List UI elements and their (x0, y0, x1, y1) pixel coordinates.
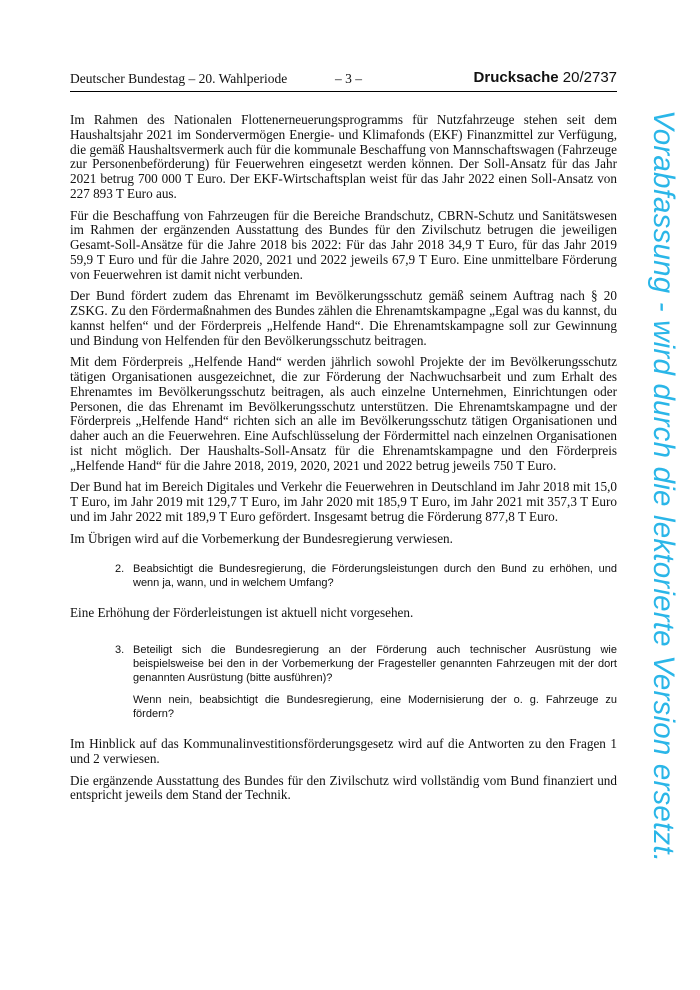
paragraph-foerderpreis: Mit dem Förderpreis „Helfende Hand“ werden jährlich sowohl Projekte der im Bevölkerungsschutz tätigen Organisationen ausgezeichnet, die zur Förderung der Nachwuchsarbeit und zum Erhalt des Ehrenamtes im Bevölkerungsschutz beitragen, als auch einzelne Unternehmen, Einrichtungen oder Personen, die das Ehrenamt im Bevölkerungsschutz unterstützen. Die Ehrenamtskampagne und der Förderpreis „Helfende Hand“ richten sich an alle im Bevölkerungsschutz tätigen Organisationen und daher auch an die Feuerwehren. Eine Aufschlüsselung der Fördermittel nach einzelnen Organisationen ist nicht möglich. Der Haushalts-Soll-Ansatz für die Ehrenamtskampagne und den Förderpreis „Helfende Hand“ für die Jahre 2018, 2019, 2020, 2021 und 2022 betrug jeweils 750 T Euro. (70, 354, 617, 473)
paragraph-digital-verkehr: Der Bund hat im Bereich Digitales und Verkehr die Feuerwehren in Deutschland im Jahr 2018 mit 15,0 T Euro, im Jahr 2019 mit 129,7 T Euro, im Jahr 2020 mit 185,9 T Euro, im Jahr 2021 mit 357,3 T Euro und im Jahr 2022 mit 189,9 T Euro gefördert. Insgesamt betrug die Förderung 877,8 T Euro. (70, 479, 617, 524)
question-2 (115, 562, 617, 590)
answer-2: Eine Erhöhung der Förderleistungen ist aktuell nicht vorgesehen. (70, 605, 414, 621)
watermark-text: Vorabfassung - wird durch die lektorierte Version ersetzt. (647, 110, 680, 863)
page-number: – 3 – (335, 71, 362, 86)
document-number (474, 69, 617, 86)
answer-3-part-2: Die ergänzende Ausstattung des Bundes für den Zivilschutz wird vollständig vom Bund finanziert und entspricht jeweils dem Stand der Technik. (70, 772, 617, 803)
question-3 (115, 643, 617, 721)
paragraph-ehrenamt: Der Bund fördert zudem das Ehrenamt im Bevölkerungsschutz gemäß seinem Auftrag nach § 20 ZSKG. Zu den Fördermaßnahmen des Bundes zählen die Ehrenamtskampagne „Egal was du kannst, du kannst helfen“ und der Förderpreis „Helfende Hand“. Die Ehrenamtskampagne soll zur Gewinnung und Bindung von Helfenden für den Bevölkerungsschutz beitragen. (70, 288, 617, 348)
document-label: Drucksache (473, 69, 559, 86)
paragraph-vehicle-procurement: Für die Beschaffung von Fahrzeugen für die Bereiche Brandschutz, CBRN-Schutz und Sanitätswesen im Rahmen der ergänzenden Ausstattung des Bundes für den Zivilschutz betrugen die jeweiligen Gesamt-Soll-Ansätze für die Jahre 2018 bis 2022: Für das Jahr 2018 34,9 T Euro, für das Jahr 2019 59,9 T Euro und für die Jahre 2020, 2021 und 2022 jeweils 67,9 T Euro. Eine unmittelbare Förderung von Feuerwehren ist damit nicht verbunden. (70, 207, 617, 282)
answer-3-part-1: Im Hinblick auf das Kommunalinvestitionsförderungsgesetz wird auf die Antworten zu den Fragen 1 und 2 verwiesen. (70, 736, 617, 766)
draft-watermark (648, 110, 680, 880)
question-3-followup: Wenn nein, beabsichtigt die Bundesregierung, eine Modernisierung der o. g. Fahrzeuge zu fördern? (133, 694, 617, 720)
question-3-number: 3. (115, 644, 125, 656)
document-id: 20/2737 (558, 69, 617, 86)
document-body (70, 113, 617, 810)
paragraph-vorbemerkung: Im Übrigen wird auf die Vorbemerkung der Bundesregierung verwiesen. (70, 530, 453, 546)
header-rule (70, 91, 617, 92)
question-2-text: Beabsichtigt die Bundesregierung, die Förderungsleistungen durch den Bund zu erhöhen, und wenn ja, wann, und in welchem Umfang? (133, 563, 617, 590)
page-header (70, 71, 617, 91)
paragraph-ekf-funding: Im Rahmen des Nationalen Flottenerneuerungsprogramms für Nutzfahrzeuge stehen seit dem Haushaltsjahr 2021 im Sondervermögen Energie- und Klimafonds (EKF) Finanzmittel zur Verfügung, die gemäß Haushaltsvermerk auch für die kommunale Beschaffung von Mannschaftswagen (Fahrzeuge zur Personenbeförderung) für Feuerwehren eingesetzt werden können. Der Soll-Ansatz für das Jahr 2021 betrug 700 000 T Euro. Der EKF-Wirtschaftsplan weist für das Jahr 2022 einen Soll-Ansatz von 227 893 T Euro aus. (70, 112, 617, 201)
header-publication: Deutscher Bundestag – 20. Wahlperiode (70, 71, 288, 86)
question-3-text: Beteiligt sich die Bundesregierung an der Förderung auch technischer Ausrüstung wie beispielsweise bei den in der Vorbemerkung der Fragesteller genannten Fahrzeugen mit der dort genannten Ausrüstung (bitte ausführen)? (133, 644, 617, 684)
question-2-number: 2. (115, 563, 125, 576)
